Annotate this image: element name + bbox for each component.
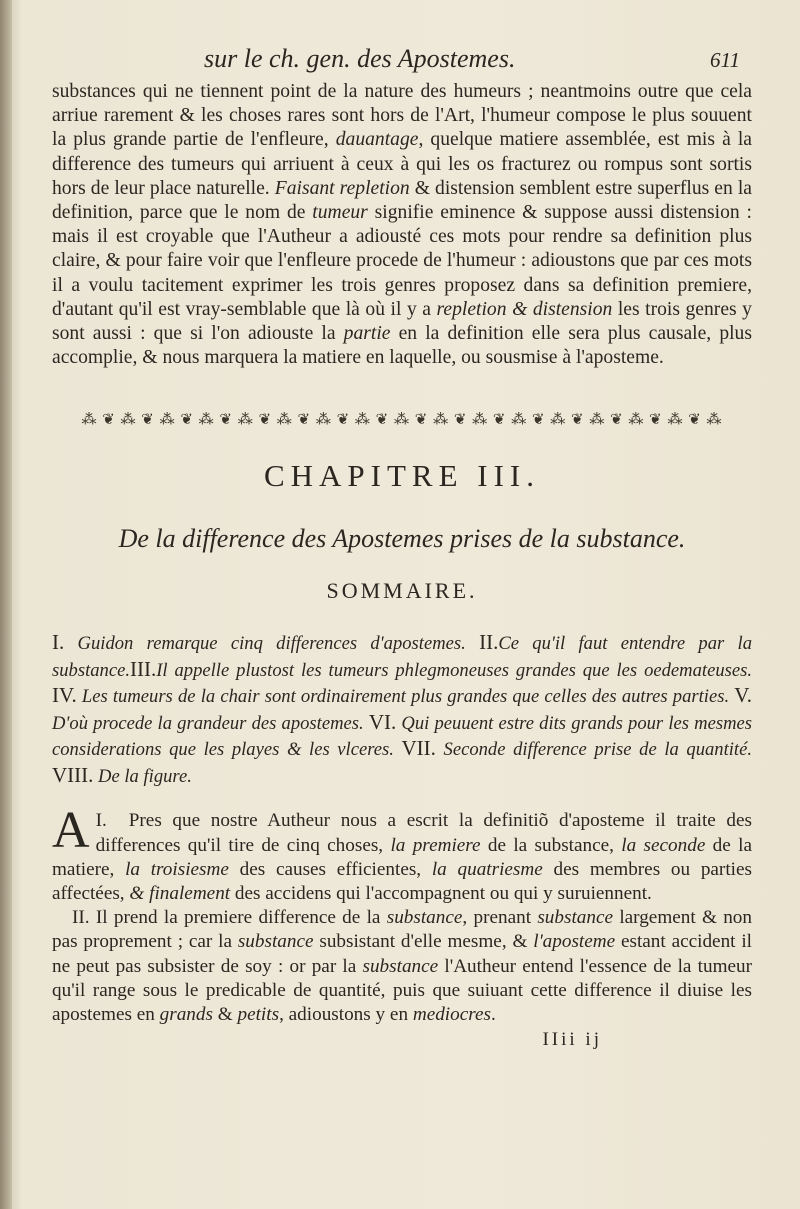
italic-run: substance — [237, 931, 314, 953]
italic-run: la seconde — [621, 834, 706, 856]
italic-run: la premiere — [390, 834, 481, 856]
text-run: Il prend la premiere difference de la — [89, 907, 387, 929]
summary-item-text: Guidon remarque cinq differences d'apostemes. — [64, 633, 480, 655]
page-content — [52, 44, 752, 1051]
italic-run: substance — [386, 907, 463, 929]
summary-item-text: Il appelle plustost les tumeurs phlegmoneuses grandes que les oedemateuses. — [156, 659, 752, 681]
text-run: les trois genres y sont aussi : que si l'on adiouste la — [52, 298, 752, 345]
summary-item-number: VIII. — [52, 762, 94, 787]
text-run: des causes efficientes, — [228, 858, 432, 880]
section-number: I. — [95, 810, 107, 832]
italic-run: & finalement — [129, 883, 231, 905]
summary-item-number: V. — [734, 683, 752, 708]
italic-run: substance — [362, 955, 439, 977]
italic-run: mediocres — [412, 1004, 491, 1026]
summary-item-number: II. — [479, 630, 499, 655]
text-run: , prenant — [462, 907, 538, 929]
text-run: , adioustons y en — [279, 1004, 413, 1026]
continued-paragraph — [52, 80, 752, 370]
summary-item-text: Les tumeurs de la chair sont ordinairement plus grandes que celles des autres parties. — [76, 686, 735, 708]
text-run: & — [212, 1004, 238, 1026]
text-run: en la definition elle sera plus causale, plus accomplie, & nous marquera la matiere en laquelle, ou sousmise à l'aposteme. — [52, 323, 752, 369]
ornamental-rule: ⁂ ❦ ⁂ ❦ ⁂ ❦ ⁂ ❦ ⁂ ❦ ⁂ ❦ ⁂ ❦ ⁂ ❦ ⁂ ❦ ⁂ ❦ ⁂ ❦ ⁂ ❦ ⁂ ❦ ⁂ ❦ ⁂ ❦ ⁂ ❦ ⁂ — [81, 412, 723, 429]
text-run: signifie eminence & suppose aussi distension : mais il est croyable que l'Autheur a adiousté ces mots pour rendre sa definition plus claire, & pour faire voir que l'enfleure procede de l'humeur : adioustons que par ces mots il a voulu tacitement exprimer les trois genres proposez dans sa definition premiere, d'autant qu'il est vray-semblable que là où il y a — [52, 202, 752, 320]
chapter-title: CHAPITRE III. — [263, 458, 541, 494]
text-run: Pres que nostre Autheur nous a escrit la definitiõ d'aposteme il traite des differences qu'il tire de cinq choses, — [95, 810, 752, 856]
italic-run: dauantage — [335, 129, 419, 151]
summary-block — [52, 630, 752, 789]
italic-run: grands — [159, 1004, 213, 1026]
section-one — [52, 802, 752, 906]
italic-run: l'aposteme — [533, 931, 616, 953]
summary-item-text: Qui peuuent estre dits grands pour les mesmes considerations que les playes & les vlceres. — [52, 712, 753, 761]
italic-run: partie — [343, 323, 391, 345]
text-run: , quelque matiere assemblée, est mis à la difference des tumeurs qui arriuent à ceux à qui les os fracturez ou rompus sont sortis hors de leur place naturelle. — [52, 129, 752, 199]
summary-item-number: IV. — [52, 683, 77, 708]
italic-run: repletion & distension — [436, 298, 613, 320]
text-run: subsistant d'elle mesme, & — [313, 931, 534, 953]
summary-item-text: D'où procede la grandeur des apostemes. — [52, 712, 369, 734]
section-two-text — [52, 907, 752, 1025]
page-number: 611 — [710, 48, 740, 72]
text-run: largement & non pas proprement ; car la — [52, 907, 752, 953]
summary-item-number: III. — [129, 656, 157, 681]
italic-run: petits — [237, 1004, 280, 1026]
italic-run: substance — [537, 907, 614, 929]
chapter-subtitle: De la difference des Apostemes prises de la substance. — [118, 524, 686, 554]
italic-run: la quatriesme — [431, 858, 543, 880]
binding-gutter — [0, 0, 12, 1209]
text-run: estant accident il ne peut pas subsister de soy : or par la — [52, 931, 752, 977]
summary-item-number: VI. — [368, 709, 397, 734]
printer-signature: IIii ij — [542, 1029, 602, 1051]
drop-capital: A — [52, 802, 90, 860]
italic-run: la troisiesme — [125, 858, 229, 880]
text-run: . — [491, 1004, 496, 1026]
text-run: de la matiere, — [52, 834, 752, 880]
section-two — [52, 906, 752, 1027]
text-run: des accidens qui l'accompagnent ou qui y suruiennent. — [230, 883, 652, 905]
summary-item-text: De la figure. — [93, 765, 192, 787]
italic-run: tumeur — [312, 202, 368, 224]
summary-item-text: Ce qu'il faut entendre par la substance. — [52, 633, 752, 681]
section-one-text — [52, 802, 752, 905]
text-run: substances qui ne tiennent point de la nature des humeurs ; neantmoins outre que cela arriue rarement & les choses rares sont hors de l'Art, l'humeur compose le plus souuent la plus grande partie de l'enfleure, — [52, 81, 752, 151]
summary-heading: SOMMAIRE. — [326, 578, 478, 604]
running-head — [52, 44, 752, 80]
text-run: de la substance, — [480, 834, 622, 856]
running-title: sur le ch. gen. des Apostemes. — [204, 44, 516, 73]
section-number: II. — [72, 907, 90, 929]
text-run: & distension semblent estre superflus en la definition, parce que le nom de — [52, 177, 752, 224]
text-run: des membres ou parties affectées, — [52, 858, 752, 905]
text-run: l'Autheur entend l'essence de la tumeur qu'il range sous le predicable de quantité, puis que suiuant cette difference il diuise les apostemes en — [52, 955, 752, 1026]
summary-item-number: I. — [52, 630, 65, 655]
summary-item-number: VII. — [401, 736, 436, 761]
summary-item-text: Seconde difference prise de la quantité. — [435, 739, 752, 761]
italic-run: Faisant repletion — [274, 177, 410, 199]
